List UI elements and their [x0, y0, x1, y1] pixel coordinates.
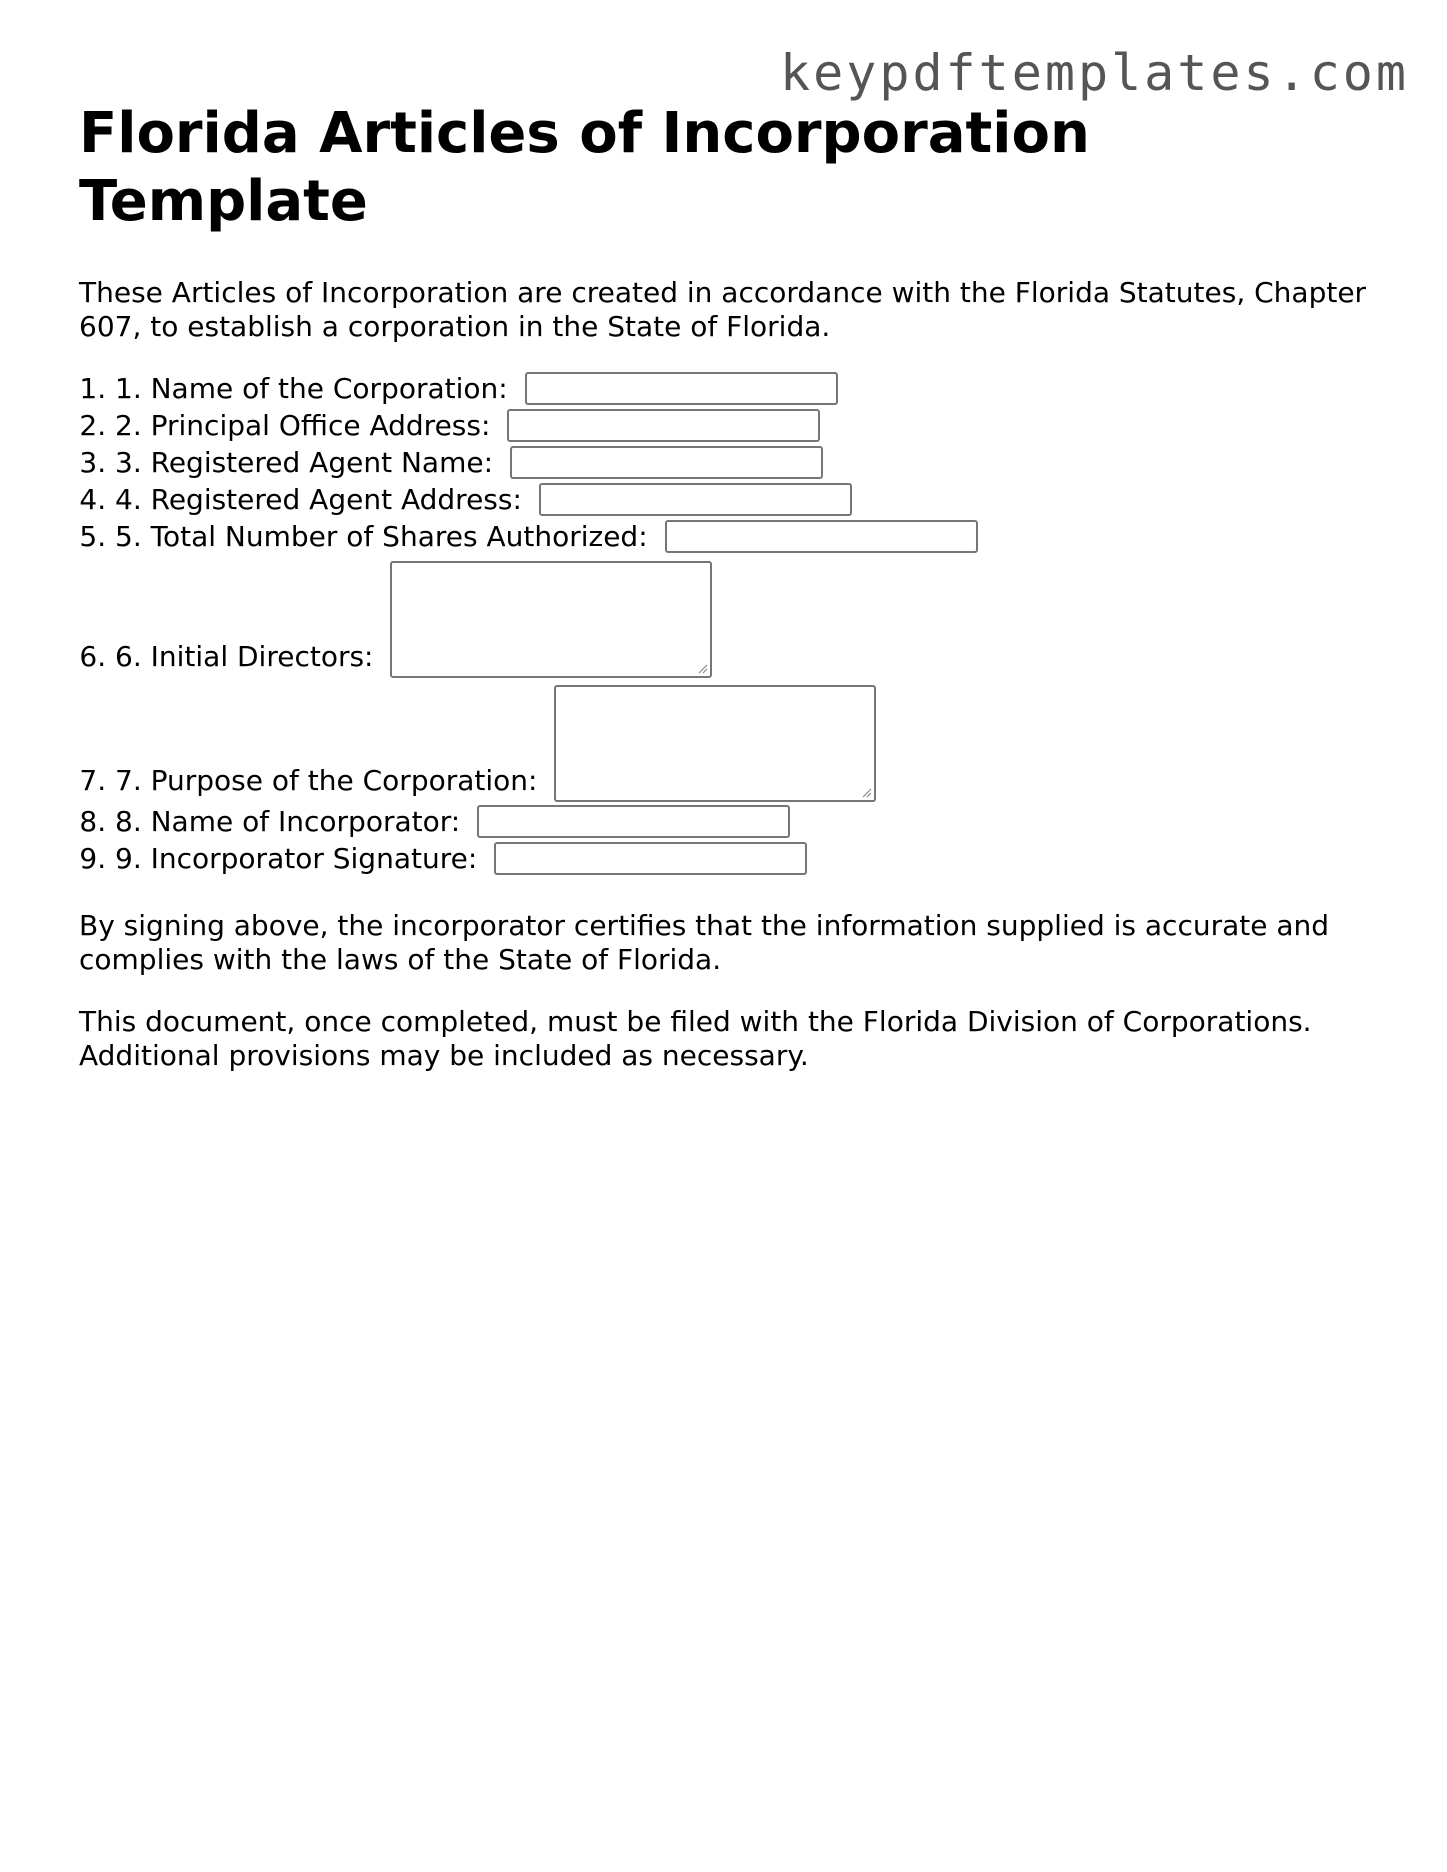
certification-paragraph: By signing above, the incorporator certifies that the information supplied is accurate and complies with the laws of the State of Florida.	[79, 909, 1330, 976]
initial-directors-label: 6. Initial Directors:	[115, 640, 374, 673]
incorporator-name-label: 8. Name of Incorporator:	[115, 805, 461, 838]
corporation-name-label: 1. Name of the Corporation:	[115, 372, 508, 405]
initial-directors-textarea[interactable]	[390, 561, 712, 678]
agent-address-input[interactable]	[539, 483, 852, 516]
agent-name-label: 3. Registered Agent Name:	[115, 446, 493, 479]
agent-address-label: 4. Registered Agent Address:	[115, 483, 522, 516]
incorporator-signature-label: 9. Incorporator Signature:	[115, 842, 478, 875]
principal-office-input[interactable]	[507, 409, 820, 442]
principal-office-label: 2. Principal Office Address:	[115, 409, 491, 442]
total-shares-input[interactable]	[665, 520, 978, 553]
list-item-agent-address	[115, 483, 1379, 520]
resize-grip-icon[interactable]	[696, 662, 708, 674]
list-item-incorporator-signature	[115, 842, 1379, 879]
list-item-total-shares	[115, 520, 1379, 557]
filing-note-paragraph: This document, once completed, must be filed with the Florida Division of Corporations. Additional provisions may be included as necessary.	[79, 1005, 1312, 1072]
list-item-purpose	[115, 681, 1379, 805]
intro-paragraph: These Articles of Incorporation are created in accordance with the Florida Statutes, Chapter 607, to establish a corporation in the State of Florida.	[79, 276, 1367, 343]
incorporator-name-input[interactable]	[477, 805, 790, 838]
agent-name-input[interactable]	[510, 446, 823, 479]
incorporator-signature-input[interactable]	[494, 842, 807, 875]
watermark: keypdftemplates.com	[780, 44, 1409, 102]
list-item-agent-name	[115, 446, 1379, 483]
list-item-incorporator-name	[115, 805, 1379, 842]
list-item-corporation-name	[115, 372, 1379, 409]
purpose-textarea[interactable]	[554, 685, 876, 802]
resize-grip-icon[interactable]	[860, 786, 872, 798]
list-item-initial-directors	[115, 557, 1379, 681]
document	[79, 100, 1379, 1073]
list-item-principal-office	[115, 409, 1379, 446]
total-shares-label: 5. Total Number of Shares Authorized:	[115, 520, 648, 553]
purpose-label: 7. Purpose of the Corporation:	[115, 764, 538, 797]
page-title: Florida Articles of Incorporation Template	[79, 101, 1090, 234]
articles-list	[79, 372, 1379, 879]
corporation-name-input[interactable]	[525, 372, 838, 405]
